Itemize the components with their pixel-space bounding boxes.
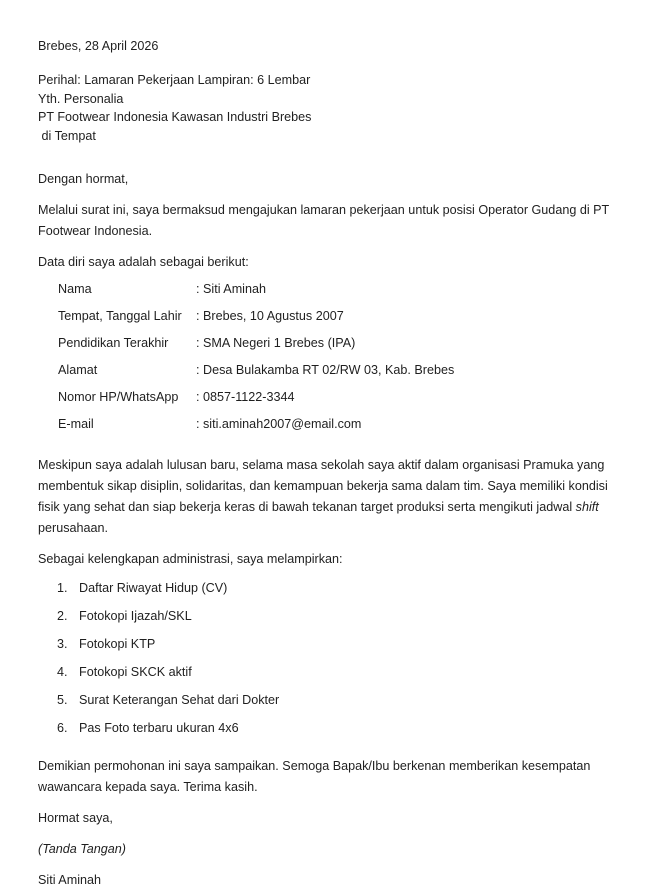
recipient-header-block <box>38 71 610 145</box>
table-row <box>38 281 454 308</box>
data-value-nama: : Siti Aminah <box>196 282 266 296</box>
list-item-number: 2. <box>57 609 68 623</box>
list-item-label: Fotokopi KTP <box>79 637 156 651</box>
list-item-label: Fotokopi Ijazah/SKL <box>79 609 192 623</box>
spacer <box>38 190 610 200</box>
spacer <box>38 443 610 455</box>
data-value-tempat-tanggal-lahir: : Brebes, 10 Agustus 2007 <box>196 309 344 323</box>
attachments-list <box>38 580 610 748</box>
list-item <box>38 692 610 720</box>
list-item-number: 6. <box>57 721 68 735</box>
data-label-email: E-mail <box>58 417 94 431</box>
spacer <box>38 570 610 580</box>
data-label-alamat: Alamat <box>58 363 98 377</box>
spacer <box>38 860 610 870</box>
intro-paragraph: Melalui surat ini, saya bermaksud mengajukan lamaran pekerjaan untuk posisi Operator Gudang di PT Footwear Indonesia. <box>38 203 609 238</box>
table-row <box>38 362 454 389</box>
data-value-alamat: : Desa Bulakamba RT 02/RW 03, Kab. Brebes <box>196 363 455 377</box>
data-label-nama: Nama <box>58 282 92 296</box>
list-item-number: 1. <box>57 581 68 595</box>
attachments-intro: Sebagai kelengkapan administrasi, saya melampirkan: <box>38 552 343 566</box>
list-item <box>38 608 610 636</box>
recipient-place-line: di Tempat <box>38 128 96 143</box>
table-row <box>38 416 454 443</box>
data-value-email: : siti.aminah2007@email.com <box>196 417 362 431</box>
spacer <box>38 829 610 839</box>
list-item <box>38 580 610 608</box>
spacer <box>38 273 610 281</box>
closing-paragraph: Demikian permohonan ini saya sampaikan. Semoga Bapak/Ibu berkenan memberikan kesempatan wawancara kepada saya. Terima kasih. <box>38 759 591 794</box>
list-item-label: Fotokopi SKCK aktif <box>79 665 192 679</box>
data-label-pendidikan-terakhir: Pendidikan Terakhir <box>58 336 169 350</box>
spacer <box>38 145 610 169</box>
spacer <box>38 242 610 252</box>
table-row <box>38 389 454 416</box>
personal-data-intro: Data diri saya adalah sebagai berikut: <box>38 255 249 269</box>
list-item-number: 3. <box>57 637 68 651</box>
list-item-label: Surat Keterangan Sehat dari Dokter <box>79 693 280 707</box>
spacer <box>38 57 610 71</box>
data-label-tempat-tanggal-lahir: Tempat, Tanggal Lahir <box>58 309 182 323</box>
list-item <box>38 664 610 692</box>
sign-off: Hormat saya, <box>38 811 113 825</box>
place-and-date: Brebes, 28 April 2026 <box>38 39 159 53</box>
data-label-nomor-hp: Nomor HP/WhatsApp <box>58 390 179 404</box>
list-item-number: 5. <box>57 693 68 707</box>
spacer <box>38 798 610 808</box>
qualification-text-part1: Meskipun saya adalah lulusan baru, selama masa sekolah saya aktif dalam organisasi Pramuka yang membentuk sikap disiplin, solidaritas, dan kemampuan bekerja sama dalam tim. Saya memiliki kondisi fisik yang sehat dan siap bekerja keras di bawah tekanan target produksi serta mengikuti jadwal <box>38 458 608 514</box>
qualification-italic-word: shift <box>575 500 599 514</box>
table-row <box>38 335 454 362</box>
subject-line: Perihal: Lamaran Pekerjaan Lampiran: 6 Lembar <box>38 73 311 87</box>
recipient-company-line: PT Footwear Indonesia Kawasan Industri Brebes <box>38 110 312 124</box>
data-value-pendidikan-terakhir: : SMA Negeri 1 Brebes (IPA) <box>196 336 356 350</box>
recipient-role-line: Yth. Personalia <box>38 91 124 106</box>
qualification-text-part2: perusahaan. <box>38 521 109 535</box>
list-item-label: Daftar Riwayat Hidup (CV) <box>79 581 228 595</box>
list-item <box>38 636 610 664</box>
salutation: Dengan hormat, <box>38 172 129 186</box>
table-row <box>38 308 454 335</box>
list-item-number: 4. <box>57 665 68 679</box>
list-item <box>38 720 610 748</box>
signer-name: Siti Aminah <box>38 873 101 887</box>
spacer <box>38 748 610 756</box>
qualification-paragraph <box>38 455 610 539</box>
spacer <box>38 539 610 549</box>
signature-placeholder: (Tanda Tangan) <box>38 842 126 856</box>
data-value-nomor-hp: : 0857-1122-3344 <box>196 390 295 404</box>
personal-data-table <box>38 281 454 443</box>
list-item-label: Pas Foto terbaru ukuran 4x6 <box>79 721 239 735</box>
